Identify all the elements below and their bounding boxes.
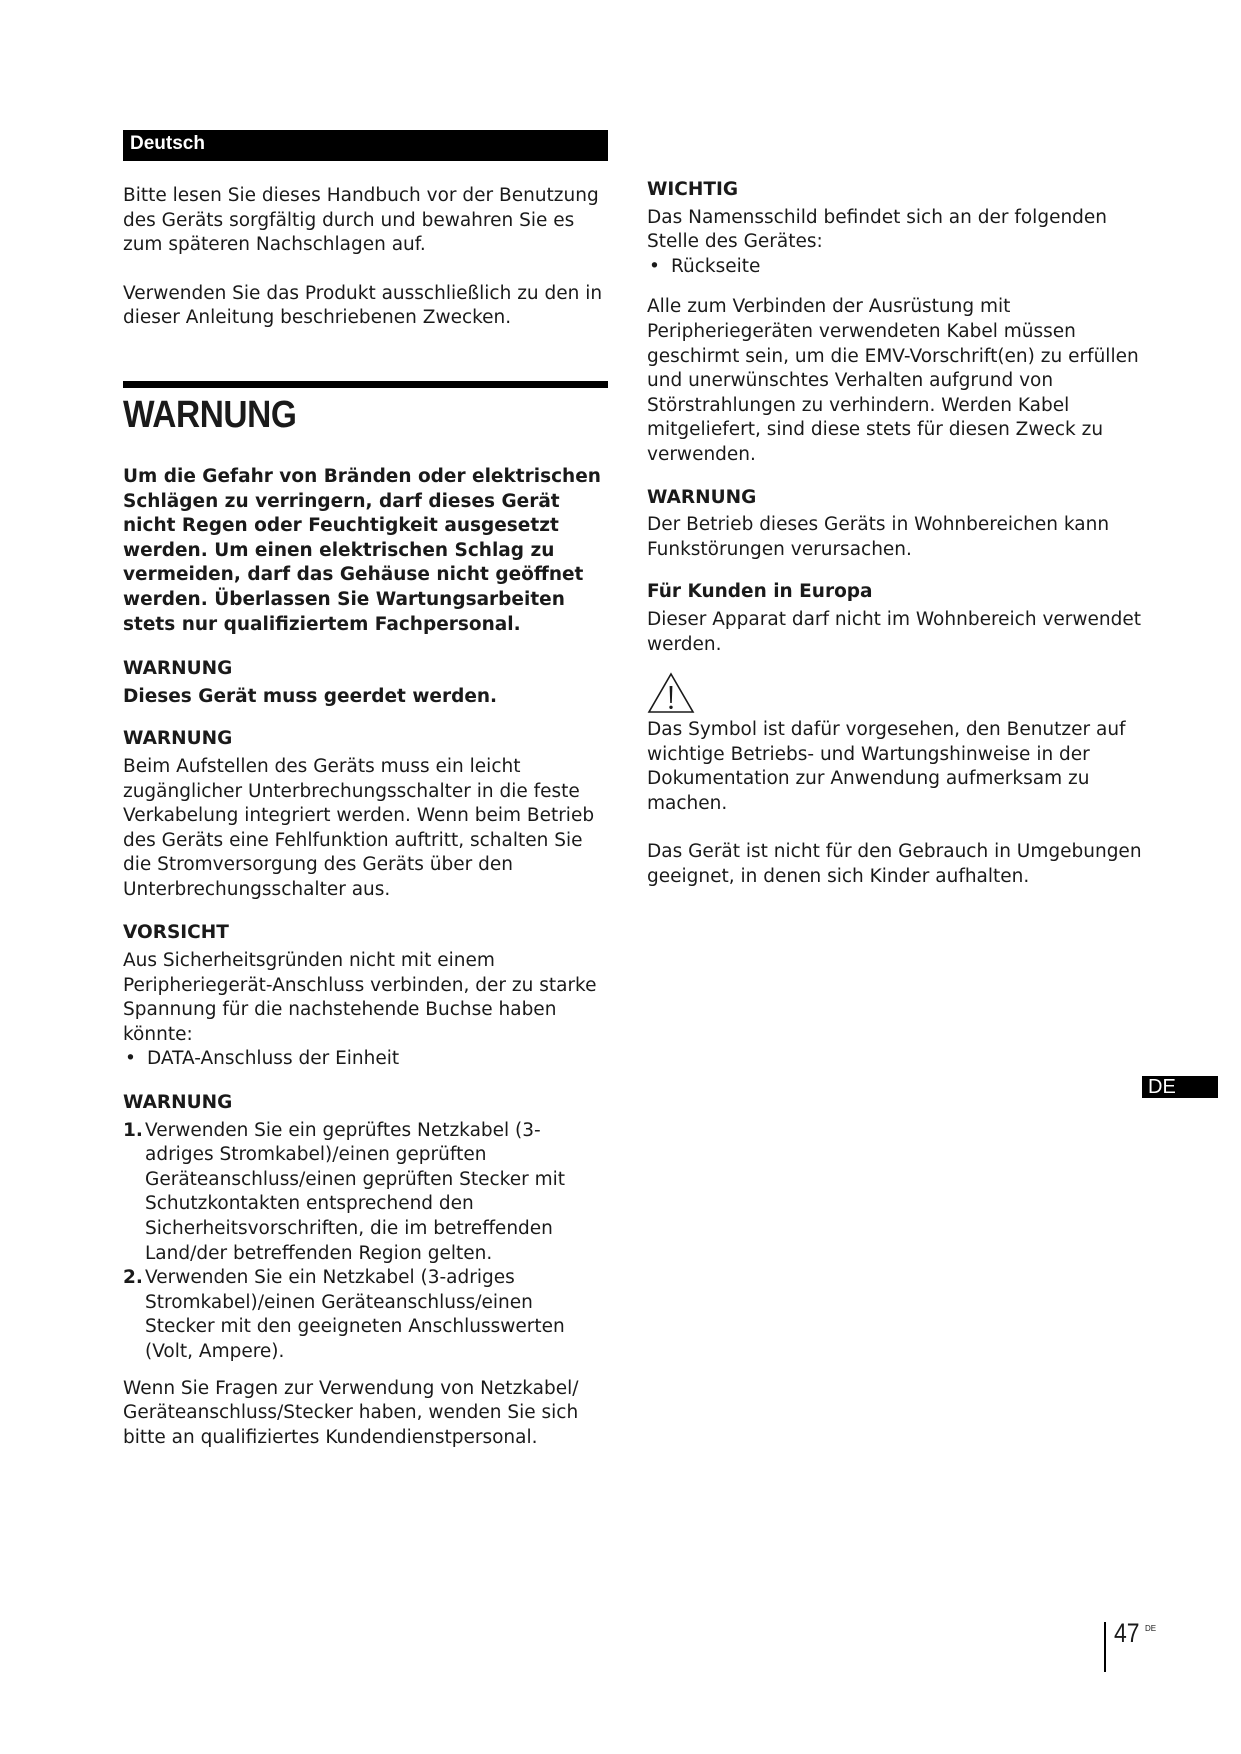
interference-label: WARNUNG (647, 486, 757, 508)
caution-list (123, 1047, 608, 1072)
children-text: Das Gerät ist nicht für den Gebrauch in Umgebungen geeignet, in denen sich Kinder aufhalten. (647, 841, 1142, 888)
warning-triangle-icon (647, 671, 1147, 715)
caution-label: VORSICHT (123, 922, 229, 944)
left-column (123, 130, 608, 1450)
cable-footer-text: Wenn Sie Fragen zur Verwendung von Netzkabel/ Geräteanschluss/Stecker haben, wenden Sie sich bitte an qualifiziertes Kundendienstpersonal. (123, 1377, 579, 1448)
ground-warning-text: Dieses Gerät muss geerdet werden. (123, 685, 498, 707)
emc-text: Alle zum Verbinden der Ausrüstung mit Peripheriegeräten verwendeten Kabel müssen geschirmt sein, um die EMV-Vorschrift(en) zu erfüllen und unerwünschtes Verhalten aufgrund von Störstrahlungen zu verhindern. Werden Kabel mitgeliefert, sind diese stets für diesen Zweck zu verwenden. (647, 296, 1139, 465)
cable-list (123, 1119, 608, 1365)
europe-label: Für Kunden in Europa (647, 581, 873, 603)
europe-text: Dieser Apparat darf nicht im Wohnbereich verwendet werden. (647, 608, 1141, 655)
intro-paragraph-1: Bitte lesen Sie dieses Handbuch vor der Benutzung des Geräts sorgfältig durch und bewahren Sie es zum späteren Nachschlagen auf. (123, 185, 599, 256)
list-number: 2. (123, 1267, 143, 1289)
list-text: Verwenden Sie ein geprüftes Netzkabel (3-adriges Stromkabel)/einen geprüften Geräteanschluss/einen geprüften Stecker mit Schutzkontakten entsprechend den Sicherheitsvorschriften, die im betreffenden Land/der betreffenden Region gelten. (145, 1119, 566, 1264)
switch-warning-label: WARNUNG (123, 728, 233, 750)
right-column (647, 178, 1147, 890)
list-item (123, 1266, 608, 1364)
switch-warning-text: Beim Aufstellen des Geräts muss ein leicht zugänglicher Unterbrechungsschalter in die feste Verkabelung integriert werden. Wenn beim Betrieb des Geräts eine Fehlfunktion auftritt, schalten Sie die Stromversorgung des Geräts über den Unterbrechungsschalter aus. (123, 755, 595, 900)
important-list (647, 255, 1147, 280)
interference-text: Der Betrieb dieses Geräts in Wohnbereichen kann Funkstörungen verursachen. (647, 514, 1110, 560)
main-heading: WARNUNG (123, 393, 297, 436)
list-item: • Rückseite (647, 255, 1147, 280)
intro-paragraph-2: Verwenden Sie das Produkt ausschließlich zu den in dieser Anleitung beschriebenen Zwecken. (123, 282, 603, 329)
cable-warning-label: WARNUNG (123, 1092, 233, 1114)
list-item (123, 1119, 608, 1267)
page-number-suffix: DE (1145, 1624, 1157, 1633)
important-label: WICHTIG (647, 179, 739, 200)
page-number: 47 (1114, 1618, 1140, 1648)
caution-text: Aus Sicherheitsgründen nicht mit einem Peripheriegerät-Anschluss verbinden, der zu starke Spannung für die nachstehende Buchse haben könnte: (123, 950, 597, 1045)
important-text: Das Namensschild befindet sich an der folgenden Stelle des Gerätes: (647, 206, 1108, 253)
section-rule (123, 381, 608, 388)
list-text: Verwenden Sie ein Netzkabel (3-adriges Stromkabel)/einen Geräteanschluss/einen Stecker mit den geeigneten Anschlusswerten (Volt, Ampere). (145, 1267, 565, 1362)
list-number: 1. (123, 1119, 143, 1141)
ground-warning-label: WARNUNG (123, 658, 233, 680)
page-number-divider (1104, 1622, 1106, 1672)
list-item: • DATA-Anschluss der Einheit (123, 1047, 608, 1072)
fire-shock-warning: Um die Gefahr von Bränden oder elektrischen Schlägen zu verringern, darf dieses Gerät nicht Regen oder Feuchtigkeit ausgesetzt werden. Um einen elektrischen Schlag zu vermeiden, darf das Gehäuse nicht geöffnet werden. Überlassen Sie Wartungsarbeiten stets nur qualifiziertem Fachpersonal. (123, 465, 601, 635)
language-side-tab: DE (1142, 1076, 1218, 1098)
symbol-text: Das Symbol ist dafür vorgesehen, den Benutzer auf wichtige Betriebs- und Wartungshinweise in der Dokumentation zur Anwendung aufmerksam zu machen. (647, 719, 1126, 814)
language-header: Deutsch (123, 130, 608, 161)
